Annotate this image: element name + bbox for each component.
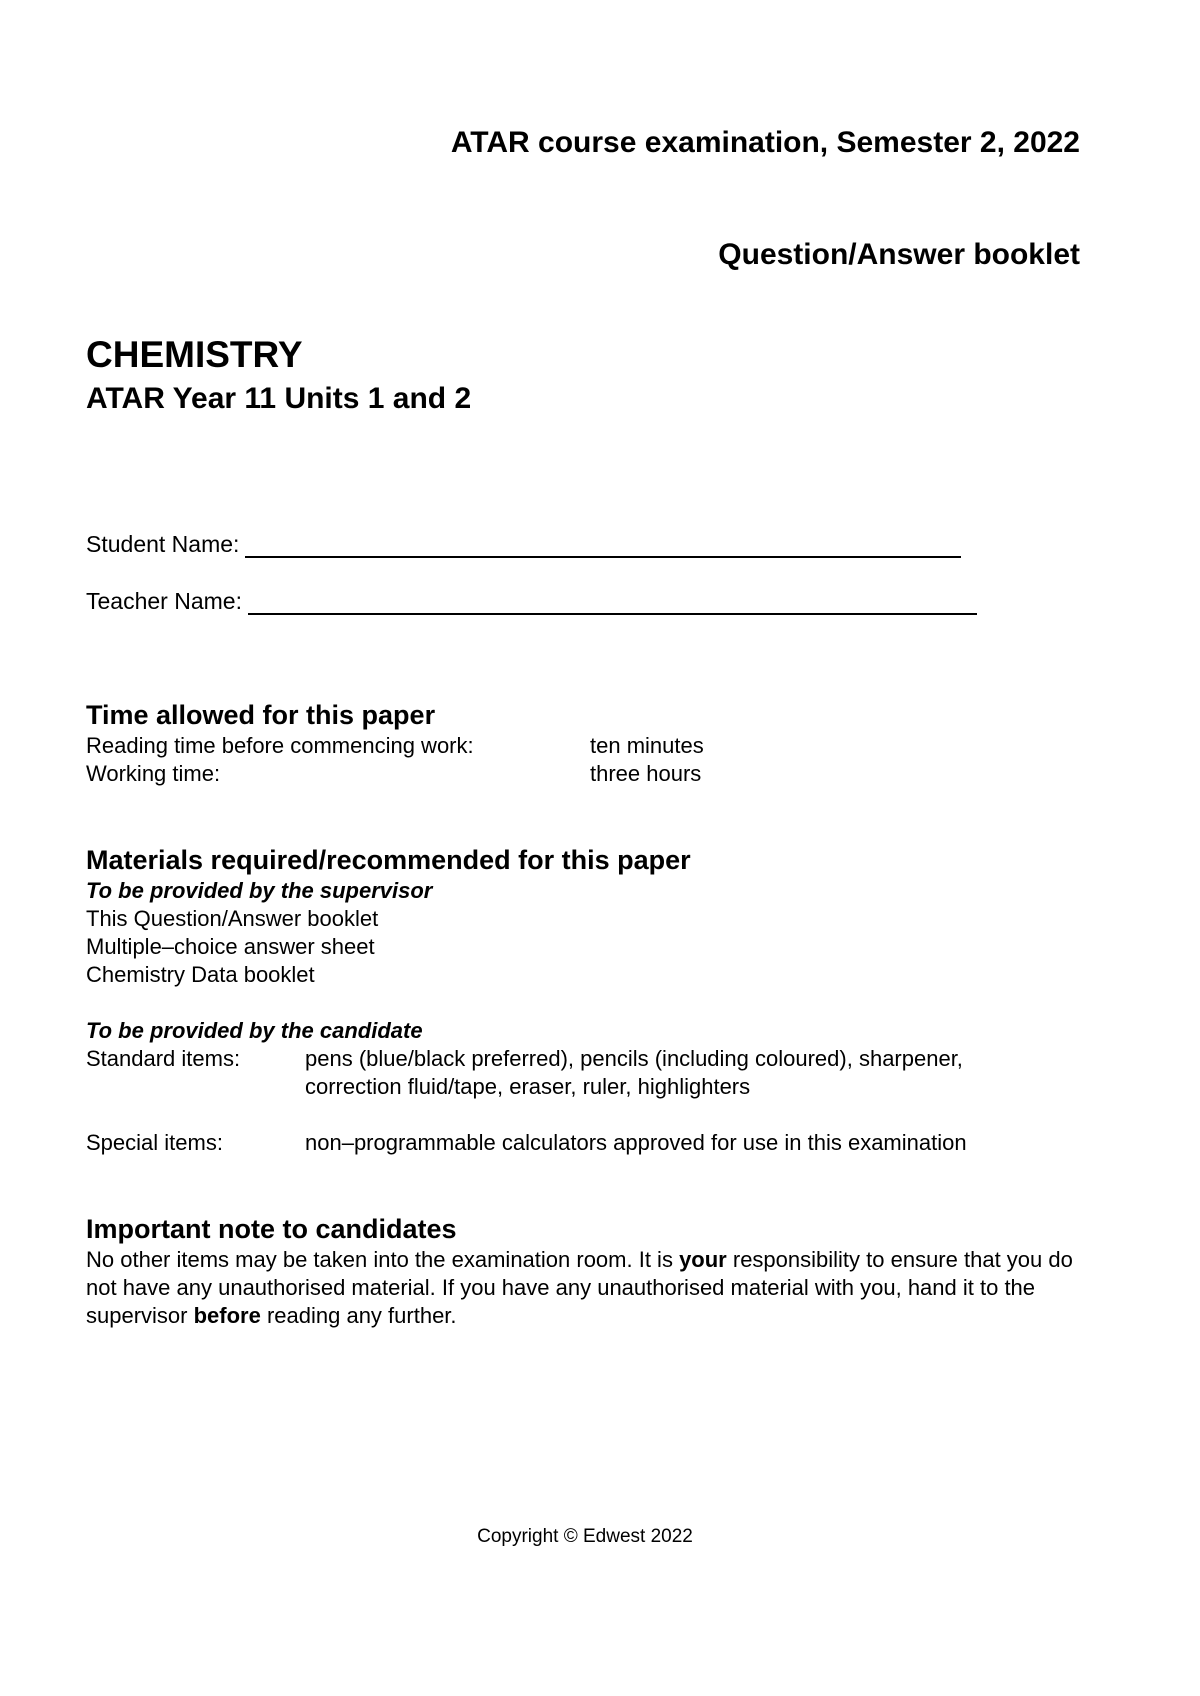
- standard-items-row: [86, 1045, 1086, 1101]
- materials-heading: Materials required/recommended for this paper: [86, 845, 691, 875]
- subject-name: CHEMISTRY: [86, 334, 303, 375]
- time-row: [86, 760, 986, 788]
- note-emphasis: before: [193, 1303, 261, 1328]
- important-note-body: [86, 1246, 1086, 1330]
- important-note-heading: Important note to candidates: [86, 1214, 457, 1244]
- time-row-label: Reading time before commencing work:: [86, 733, 474, 758]
- special-items-value: non–programmable calculators approved for use in this examination: [305, 1130, 967, 1155]
- student-name-blank[interactable]: [245, 530, 961, 558]
- booklet-type: Question/Answer booklet: [718, 238, 1080, 271]
- supervisor-item: Chemistry Data booklet: [86, 962, 315, 987]
- note-text: reading any further.: [260, 1303, 457, 1328]
- time-allowed-heading: Time allowed for this paper: [86, 700, 436, 730]
- standard-items-line: pens (blue/black preferred), pencils (including coloured), sharpener,: [305, 1046, 963, 1071]
- time-row-value: ten minutes: [590, 733, 704, 758]
- candidate-heading: To be provided by the candidate: [86, 1018, 423, 1043]
- exam-title: ATAR course examination, Semester 2, 2022: [450, 126, 1080, 159]
- time-row: [86, 732, 986, 760]
- standard-items-line: correction fluid/tape, eraser, ruler, highlighters: [305, 1074, 751, 1099]
- student-name-field[interactable]: [86, 530, 961, 558]
- teacher-name-label: Teacher Name:: [86, 588, 242, 614]
- student-name-label: Student Name:: [86, 531, 240, 557]
- note-text: responsibility to ensure that you do not have any unauthorised material. If you have any unauthorised material with you, hand it to the supervisor: [86, 1247, 1073, 1328]
- note-text: No other items may be taken into the examination room. It is: [86, 1247, 680, 1272]
- supervisor-heading: To be provided by the supervisor: [86, 878, 433, 903]
- note-emphasis: your: [679, 1247, 727, 1272]
- time-row-label: Working time:: [86, 761, 221, 786]
- special-items-label: Special items:: [86, 1130, 223, 1155]
- teacher-name-blank[interactable]: [248, 587, 977, 615]
- subject-level: ATAR Year 11 Units 1 and 2: [86, 382, 472, 415]
- standard-items-label: Standard items:: [86, 1046, 241, 1071]
- special-items-row: [86, 1129, 1086, 1157]
- copyright-footer: Copyright © Edwest 2022: [477, 1526, 693, 1547]
- supervisor-item: This Question/Answer booklet: [86, 906, 379, 931]
- teacher-name-field[interactable]: [86, 587, 977, 615]
- supervisor-item: Multiple–choice answer sheet: [86, 934, 375, 959]
- time-row-value: three hours: [590, 761, 702, 786]
